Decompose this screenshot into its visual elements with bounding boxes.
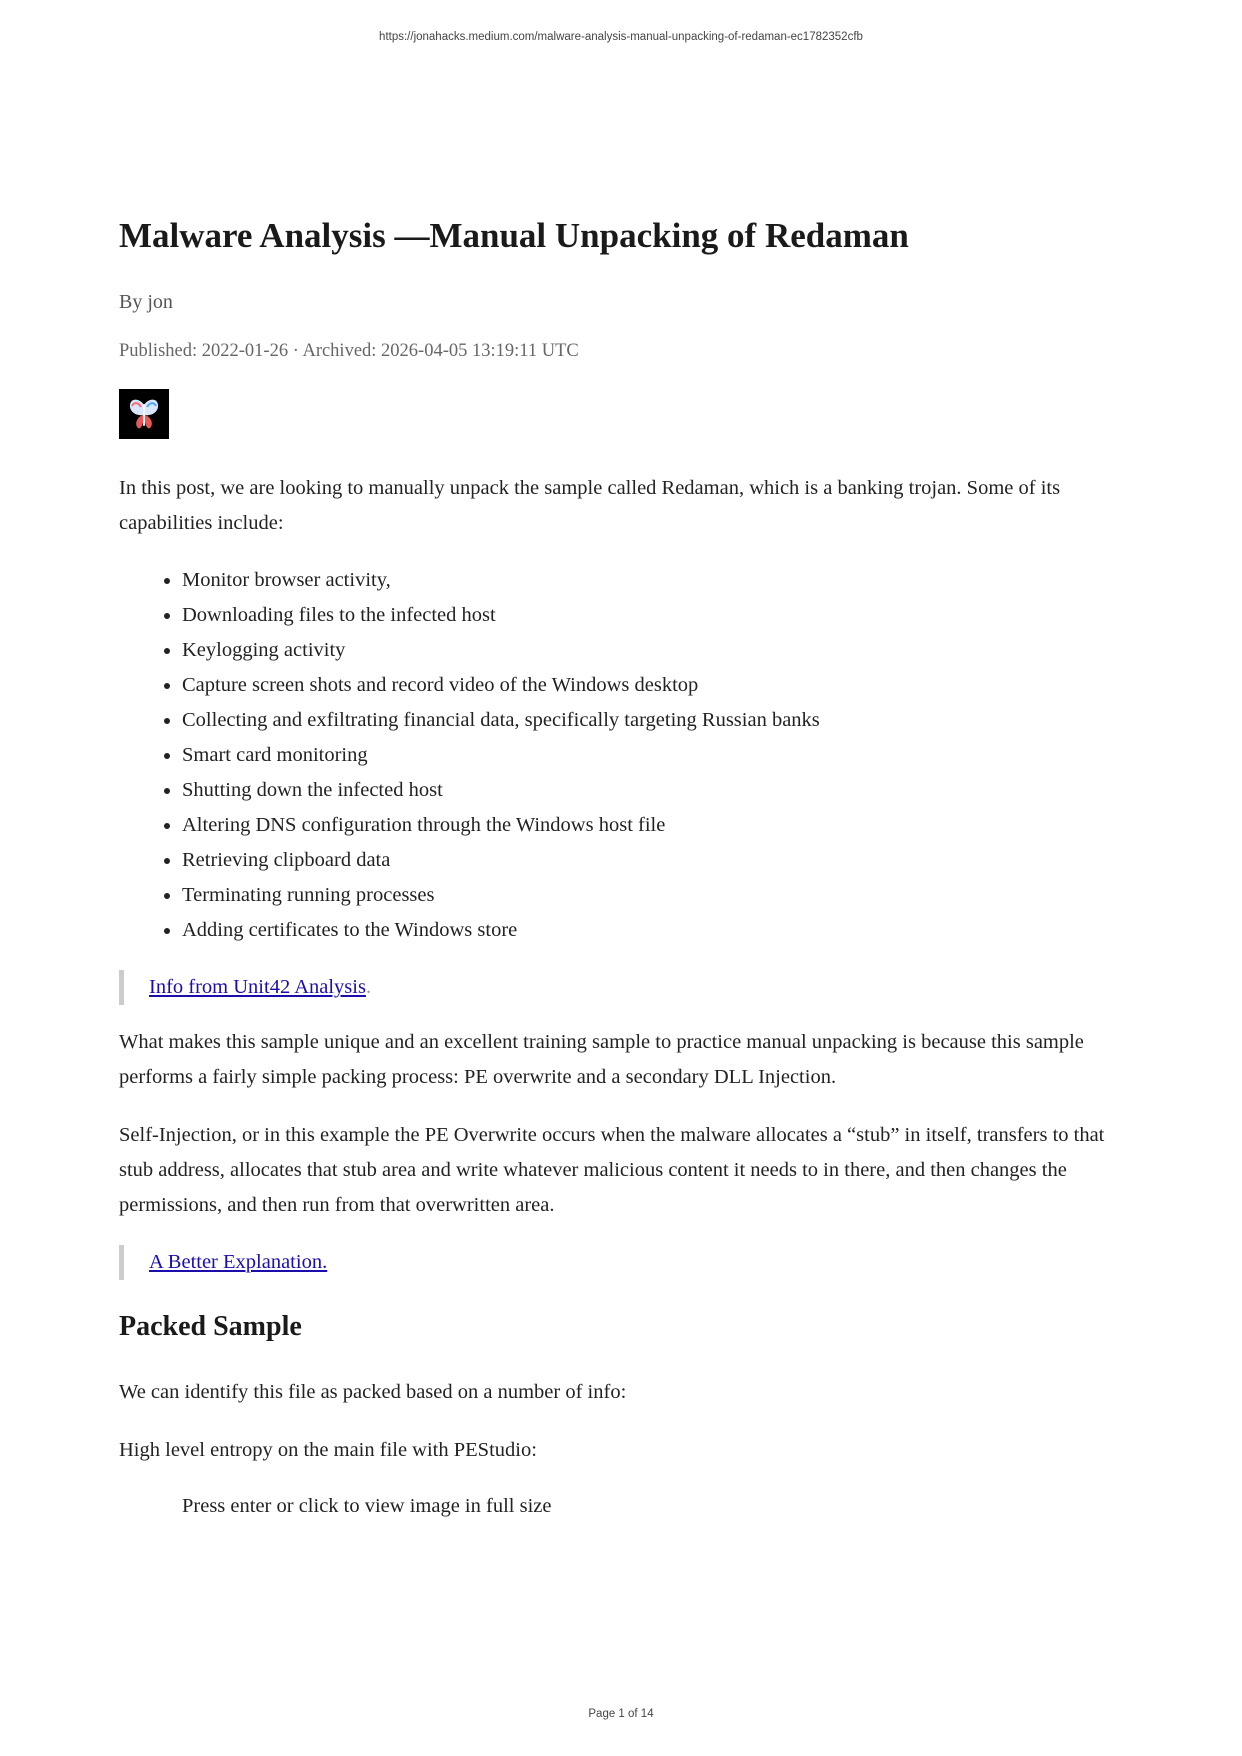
list-item: • Downloading files to the infected host <box>182 598 820 633</box>
page-number: Page 1 of 14 <box>588 1708 654 1720</box>
butterfly-icon <box>119 389 169 439</box>
list-item: • Monitor browser activity, <box>182 563 820 598</box>
article-byline: By jon <box>119 291 173 313</box>
list-item: • Capture screen shots and record video of the Windows desktop <box>182 668 820 703</box>
list-item: • Collecting and exfiltrating financial data, specifically targeting Russian banks <box>182 703 820 738</box>
article-meta: Published: 2022-01-26 · Archived: 2026-04-05 13:19:11 UTC <box>119 341 579 361</box>
view-image-full-size[interactable]: Press enter or click to view image in full size <box>182 1495 552 1517</box>
capabilities-list <box>119 563 820 948</box>
paragraph-identify-packed: We can identify this file as packed based on a number of info: <box>119 1381 627 1403</box>
unit42-analysis-link[interactable]: Info from Unit42 Analysis <box>149 976 366 998</box>
blockquote-unit42 <box>119 970 371 1005</box>
list-item: • Smart card monitoring <box>182 738 820 773</box>
article-title: Malware Analysis —Manual Unpacking of Redaman <box>119 216 909 255</box>
paragraph-unique-sample: What makes this sample unique and an excellent training sample to practice manual unpacking is because this sample performs a fairly simple packing process: PE overwrite and a secondary DLL Injection. <box>119 1031 1084 1088</box>
list-item: • Retrieving clipboard data <box>182 843 820 878</box>
better-explanation-link[interactable]: A Better Explanation. <box>149 1251 328 1273</box>
list-item: • Shutting down the infected host <box>182 773 820 808</box>
page-url: https://jonahacks.medium.com/malware-analysis-manual-unpacking-of-redaman-ec1782352cfb <box>379 31 863 43</box>
blockquote-better-explanation <box>119 1245 327 1280</box>
paragraph-self-injection: Self-Injection, or in this example the PE Overwrite occurs when the malware allocates a “stub” in itself, transfers to that stub address, allocates that stub area and write whatever malicious content it needs to in there, and then changes the permissions, and then run from that overwritten area. <box>119 1124 1105 1216</box>
list-item: • Adding certificates to the Windows store <box>182 913 820 948</box>
list-item: • Terminating running processes <box>182 878 820 913</box>
quote-period: . <box>365 976 372 998</box>
author-avatar <box>119 389 169 439</box>
list-item: • Altering DNS configuration through the Windows host file <box>182 808 820 843</box>
list-item: • Keylogging activity <box>182 633 820 668</box>
paragraph-entropy: High level entropy on the main file with PEStudio: <box>119 1439 537 1461</box>
intro-paragraph: In this post, we are looking to manually unpack the sample called Redaman, which is a banking trojan. Some of its capabilities include: <box>119 477 1061 534</box>
section-heading-packed-sample: Packed Sample <box>119 1311 302 1342</box>
